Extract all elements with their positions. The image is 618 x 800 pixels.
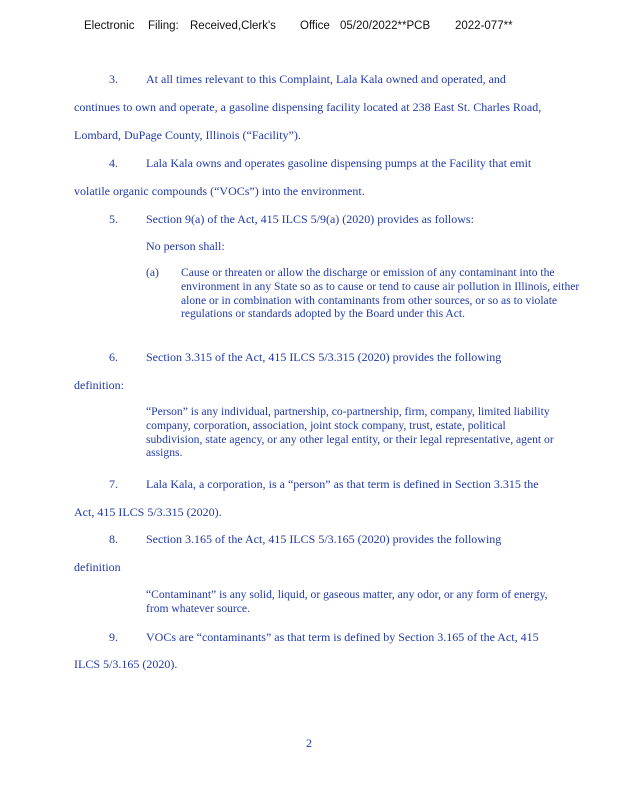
paragraph-3-line-3: Lombard, DuPage County, Illinois (“Facility”). <box>74 128 301 142</box>
paragraph-6-line-1: Section 3.315 of the Act, 415 ILCS 5/3.315 (2020) provides the following <box>146 350 502 364</box>
paragraph-5-number: 5. <box>109 212 118 226</box>
header-word-electronic: Electronic <box>84 20 135 32</box>
paragraph-7-number: 7. <box>109 477 118 491</box>
paragraph-8-line-2: definition <box>74 560 121 574</box>
paragraph-7-line-2: Act, 415 ILCS 5/3.315 (2020). <box>74 505 222 519</box>
paragraph-3-line-1: At all times relevant to this Complaint, Lala Kala owned and operated, and <box>146 72 506 86</box>
header-word-filing: Filing: <box>148 20 179 32</box>
paragraph-5-quote-intro: No person shall: <box>146 239 225 253</box>
paragraph-3-line-2: continues to own and operate, a gasoline dispensing facility located at 238 East St. Charles Road, <box>74 100 542 114</box>
paragraph-7-line-1: Lala Kala, a corporation, is a “person” as that term is defined in Section 3.315 the <box>146 477 539 491</box>
paragraph-6-line-2: definition: <box>74 378 124 392</box>
paragraph-5-line-1: Section 9(a) of the Act, 415 ILCS 5/9(a) (2020) provides as follows: <box>146 212 474 226</box>
paragraph-5-item-text: Cause or threaten or allow the discharge or emission of any contaminant into the environment in any State so as to cause or tend to cause air pollution in Illinois, either alone or in combination with contaminants from other sources, or so as to violate regulations or standards adopted by the Board under this Act. <box>181 266 580 321</box>
contaminant-definition-quote: “Contaminant” is any solid, liquid, or gaseous matter, any odor, or any form of energy, from whatever source. <box>146 588 548 615</box>
paragraph-4-line-1: Lala Kala owns and operates gasoline dispensing pumps at the Facility that emit <box>146 156 532 170</box>
header-word-office: Office <box>300 20 330 32</box>
paragraph-3-number: 3. <box>109 72 118 86</box>
paragraph-4-number: 4. <box>109 156 118 170</box>
paragraph-9-line-2: ILCS 5/3.165 (2020). <box>74 657 178 671</box>
header-case-number: 2022-077** <box>455 20 513 32</box>
header-word-received: Received,Clerk's <box>190 20 276 32</box>
paragraph-9-number: 9. <box>109 630 118 644</box>
page-number: 2 <box>306 736 312 750</box>
paragraph-4-line-2: volatile organic compounds (“VOCs”) into the environment. <box>74 184 365 198</box>
paragraph-6-number: 6. <box>109 350 118 364</box>
paragraph-5-item-label: (a) <box>146 266 159 279</box>
paragraph-9-line-1: VOCs are “contaminants” as that term is defined by Section 3.165 of the Act, 415 <box>146 630 539 644</box>
paragraph-8-number: 8. <box>109 532 118 546</box>
person-definition-quote: “Person” is any individual, partnership, co-partnership, firm, company, limited liability company, corporation, association, joint stock company, trust, estate, political subdivision, state agency, or any other legal entity, or their legal representative, agent or assigns. <box>146 405 554 460</box>
header-filing-date: 05/20/2022**PCB <box>340 20 431 32</box>
paragraph-8-line-1: Section 3.165 of the Act, 415 ILCS 5/3.165 (2020) provides the following <box>146 532 502 546</box>
